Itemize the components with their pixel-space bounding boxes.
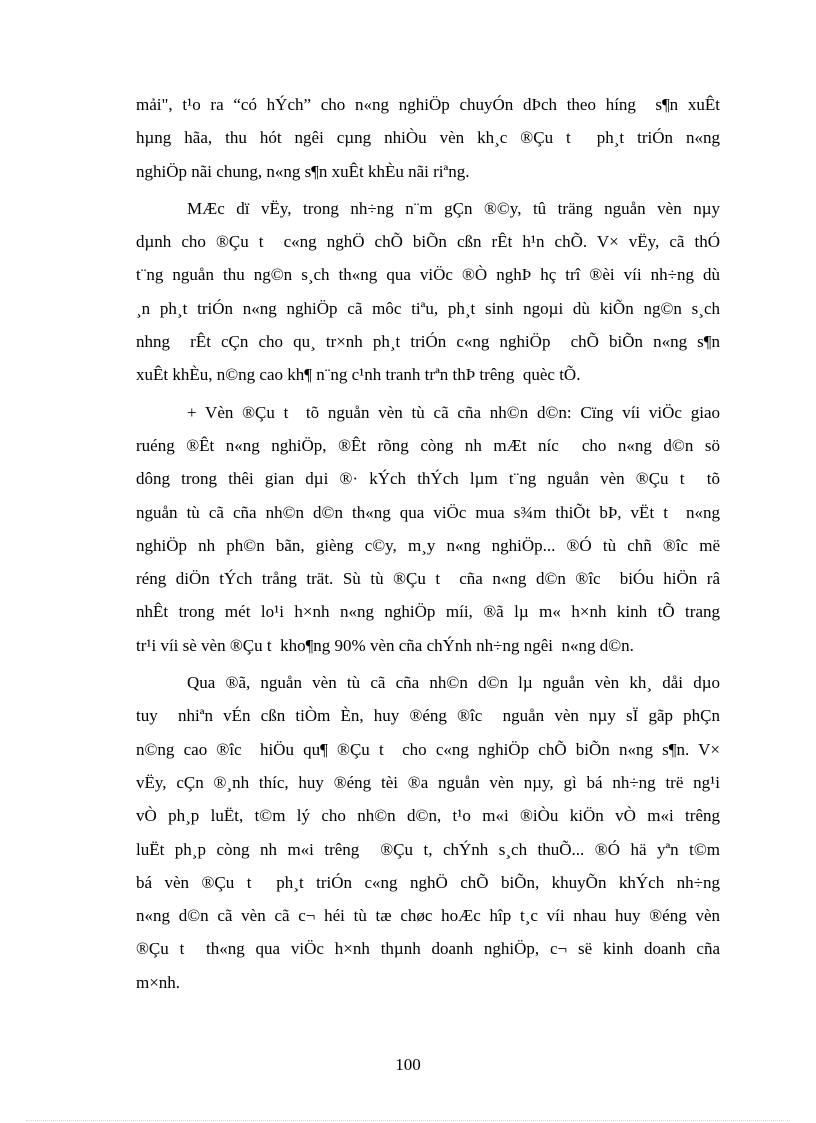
text-line: xuÊt khÈu, n©ng cao kh¶ n¨ng c¹nh tranh trªn thÞ trêng quèc tÕ. (136, 365, 581, 385)
paragraph (136, 192, 720, 392)
text-line: réng diÖn tÝch trång trät. Sù tù ®Çu t cña n«ng d©n ®îc biÓu hiÖn râ (136, 569, 720, 589)
text-line: nguån tù cã cña nh©n d©n th«ng qua viÖc mua s¾m thiÕt bÞ, vËt t n«ng (136, 502, 720, 522)
text-line: nhÊt trong mét lo¹i h×nh n«ng nghiÖp míi, ®ã lµ m« h×nh kinh tÕ trang (136, 602, 720, 622)
body-text (136, 88, 720, 1003)
text-line: n©ng cao ®îc hiÖu qu¶ ®Çu t cho c«ng nghiÖp chÕ biÕn n«ng s¶n. V× (136, 739, 720, 759)
paragraph (136, 666, 720, 999)
text-line: tr¹i víi sè vèn ®Çu t kho¶ng 90% vèn cña chÝnh nh÷ng ngêi n«ng d©n. (136, 635, 634, 655)
text-line: t¨ng nguån thu ng©n s¸ch th«ng qua viÖc ®Ò nghÞ hç trî ®èi víi nh÷ng dù (136, 265, 720, 285)
text-line: ®Çu t th«ng qua viÖc h×nh thµnh doanh nghiÖp, c¬ së kinh doanh cña (136, 939, 720, 959)
text-line: dông trong thêi gian dµi ®· kÝch thÝch lµm t¨ng nguån vèn ®Çu t tõ (136, 469, 720, 489)
text-line: nghiÖp nãi chung, n«ng s¶n xuÊt khÈu nãi riªng. (136, 161, 470, 181)
bottom-dotted-rule (26, 1120, 790, 1121)
text-line: mải", t¹o ra “có hÝch” cho n«ng nghiÖp chuyÓn dÞch theo híng s¶n xuÊt (136, 95, 720, 114)
text-line: vÒ ph¸p luËt, t©m lý cho nh©n d©n, t¹o m«i ®iÒu kiÖn vÒ m«i trêng (136, 806, 720, 826)
text-line: + Vèn ®Çu t tõ nguån vèn tù cã cña nh©n d©n: Cïng víi viÖc giao (187, 402, 720, 422)
text-line: dµnh cho ®Çu t c«ng nghÖ chÕ biÕn cßn rÊt h¹n chÕ. V× vËy, cã thÓ (136, 232, 720, 252)
text-line: Qua ®ã, nguån vèn tù cã cña nh©n d©n lµ nguån vèn kh¸ dåi dµo (187, 673, 720, 693)
text-line: n«ng d©n cã vèn cã c¬ héi tù tæ chøc hoÆc hîp t¸c víi nhau huy ®éng vèn (136, 906, 720, 926)
text-line: tuy nhiªn vÉn cßn tiÒm Èn, huy ®éng ®îc nguån vèn nµy sÏ gãp phÇn (136, 706, 720, 726)
text-line: ¸n ph¸t triÓn n«ng nghiÖp cã môc tiªu, ph¸t sinh ngoµi dù kiÕn ng©n s¸ch (136, 298, 720, 318)
text-line: vËy, cÇn ®¸nh thíc, huy ®éng tèi ®a nguån vèn nµy, gì bá nh÷ng trë ng¹i (136, 772, 720, 792)
text-line: m×nh. (136, 972, 181, 992)
text-line: hµng hãa, thu hót ngêi cµng nhiÒu vèn kh¸c ®Çu t ph¸t triÓn n«ng (136, 128, 720, 148)
paragraph (136, 396, 720, 662)
text-line: bá vèn ®Çu t ph¸t triÓn c«ng nghÖ chÕ biÕn, khuyÕn khÝch nh÷ng (136, 872, 720, 892)
text-line: luËt ph¸p còng nh m«i trêng ®Çu t, chÝnh s¸ch thuÕ... ®Ó hä yªn t©m (136, 839, 720, 859)
text-line: MÆc dï vËy, trong nh÷ng n¨m gÇn ®©y, tû träng nguån vèn nµy (187, 198, 720, 218)
text-line: nhng rÊt cÇn cho qu¸ tr×nh ph¸t triÓn c«ng nghiÖp chÕ biÕn n«ng s¶n (136, 332, 720, 352)
text-line: nghiÖp nh ph©n bãn, gièng c©y, m¸y n«ng nghiÖp... ®Ó tù chñ ®îc më (136, 535, 720, 555)
text-line: ruéng ®Êt n«ng nghiÖp, ®Êt rõng còng nh mÆt níc cho n«ng d©n sö (136, 435, 720, 455)
page-number: 100 (395, 1055, 421, 1074)
paragraph (136, 88, 720, 188)
